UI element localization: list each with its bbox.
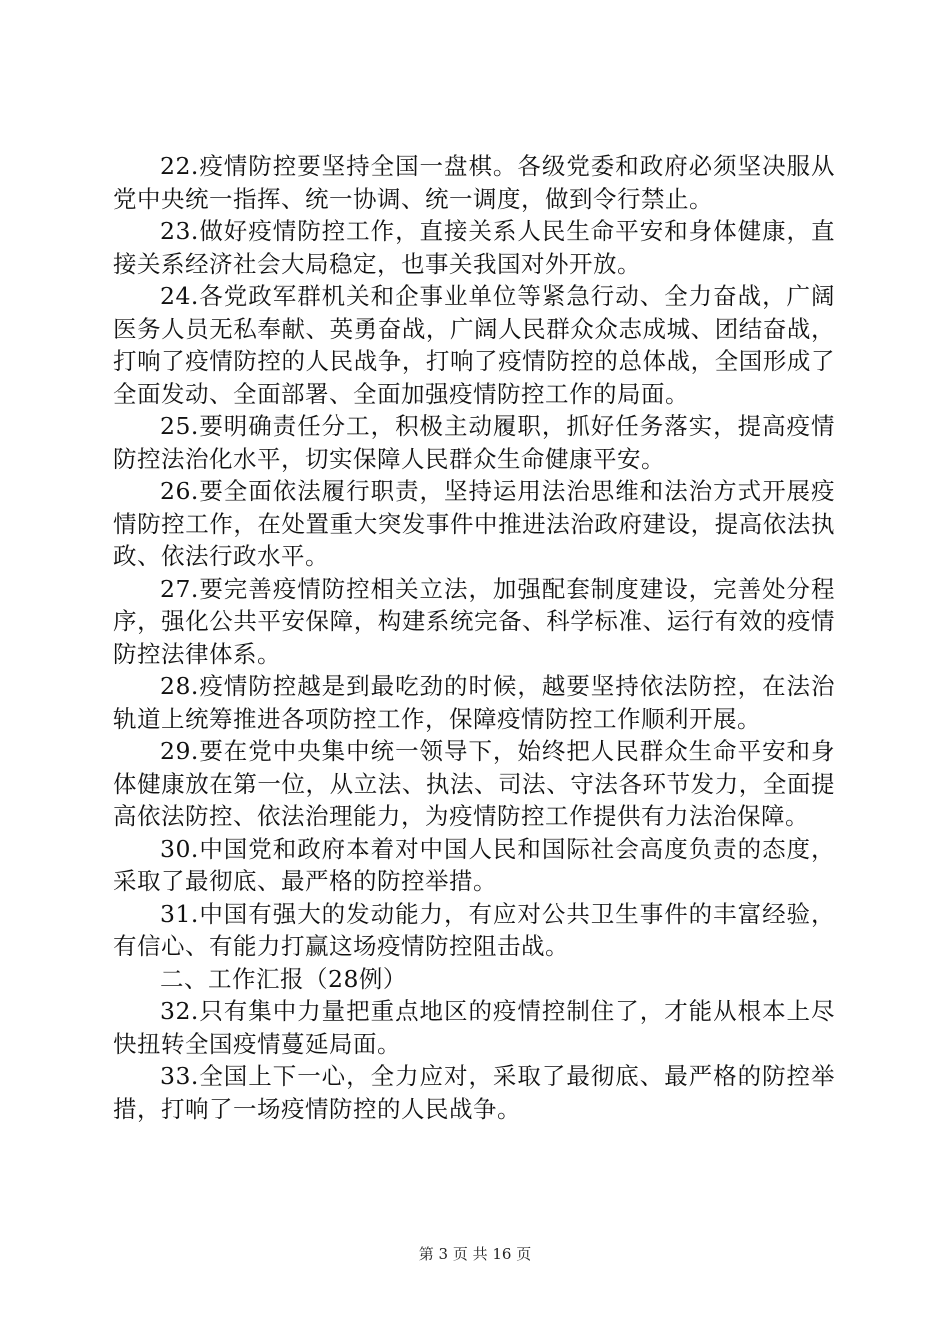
paragraph-26: 26.要全面依法履行职责，坚持运用法治思维和法治方式开展疫情防控工作，在处置重大突发事件中推进法治政府建设，提高依法执政、依法行政水平。 bbox=[113, 477, 835, 570]
paragraph-32: 32.只有集中力量把重点地区的疫情控制住了，才能从根本上尽快扭转全国疫情蔓延局面。 bbox=[113, 997, 835, 1058]
paragraph-31: 31.中国有强大的发动能力，有应对公共卫生事件的丰富经验，有信心、有能力打赢这场疫情防控阻击战。 bbox=[113, 899, 835, 960]
paragraph-25: 25.要明确责任分工，积极主动履职，抓好任务落实，提高疫情防控法治化水平，切实保障人民群众生命健康平安。 bbox=[113, 412, 835, 473]
paragraph-33: 33.全国上下一心，全力应对，采取了最彻底、最严格的防控举措，打响了一场疫情防控的人民战争。 bbox=[113, 1062, 835, 1123]
paragraph-27: 27.要完善疫情防控相关立法，加强配套制度建设，完善处分程序，强化公共平安保障，构建系统完备、科学标准、运行有效的疫情防控法律体系。 bbox=[113, 574, 835, 668]
section-heading: 二、工作汇报（28例） bbox=[160, 964, 407, 993]
body-text bbox=[113, 150, 835, 1125]
paragraph-30: 30.中国党和政府本着对中国人民和国际社会高度负责的态度，采取了最彻底、最严格的防控举措。 bbox=[113, 834, 835, 895]
paragraph-22: 22.疫情防控要坚持全国一盘棋。各级党委和政府必须坚决服从党中央统一指挥、统一协调、统一调度，做到令行禁止。 bbox=[113, 152, 835, 213]
page-number-footer: 第 3 页 共 16 页 bbox=[418, 1245, 532, 1263]
paragraph-24: 24.各党政军群机关和企事业单位等紧急行动、全力奋战，广阔医务人员无私奉献、英勇奋战，广阔人民群众众志成城、团结奋战，打响了疫情防控的人民战争，打响了疫情防控的总体战，全国形成了全面发动、全面部署、全面加强疫情防控工作的局面。 bbox=[113, 282, 835, 408]
paragraph-29: 29.要在党中央集中统一领导下，始终把人民群众生命平安和身体健康放在第一位，从立法、执法、司法、守法各环节发力，全面提高依法防控、依法治理能力，为疫情防控工作提供有力法治保障。 bbox=[113, 737, 835, 830]
paragraph-23: 23.做好疫情防控工作，直接关系人民生命平安和身体健康，直接关系经济社会大局稳定，也事关我国对外开放。 bbox=[113, 217, 835, 278]
paragraph-28: 28.疫情防控越是到最吃劲的时候，越要坚持依法防控，在法治轨道上统筹推进各项防控工作，保障疫情防控工作顺利开展。 bbox=[113, 672, 835, 733]
